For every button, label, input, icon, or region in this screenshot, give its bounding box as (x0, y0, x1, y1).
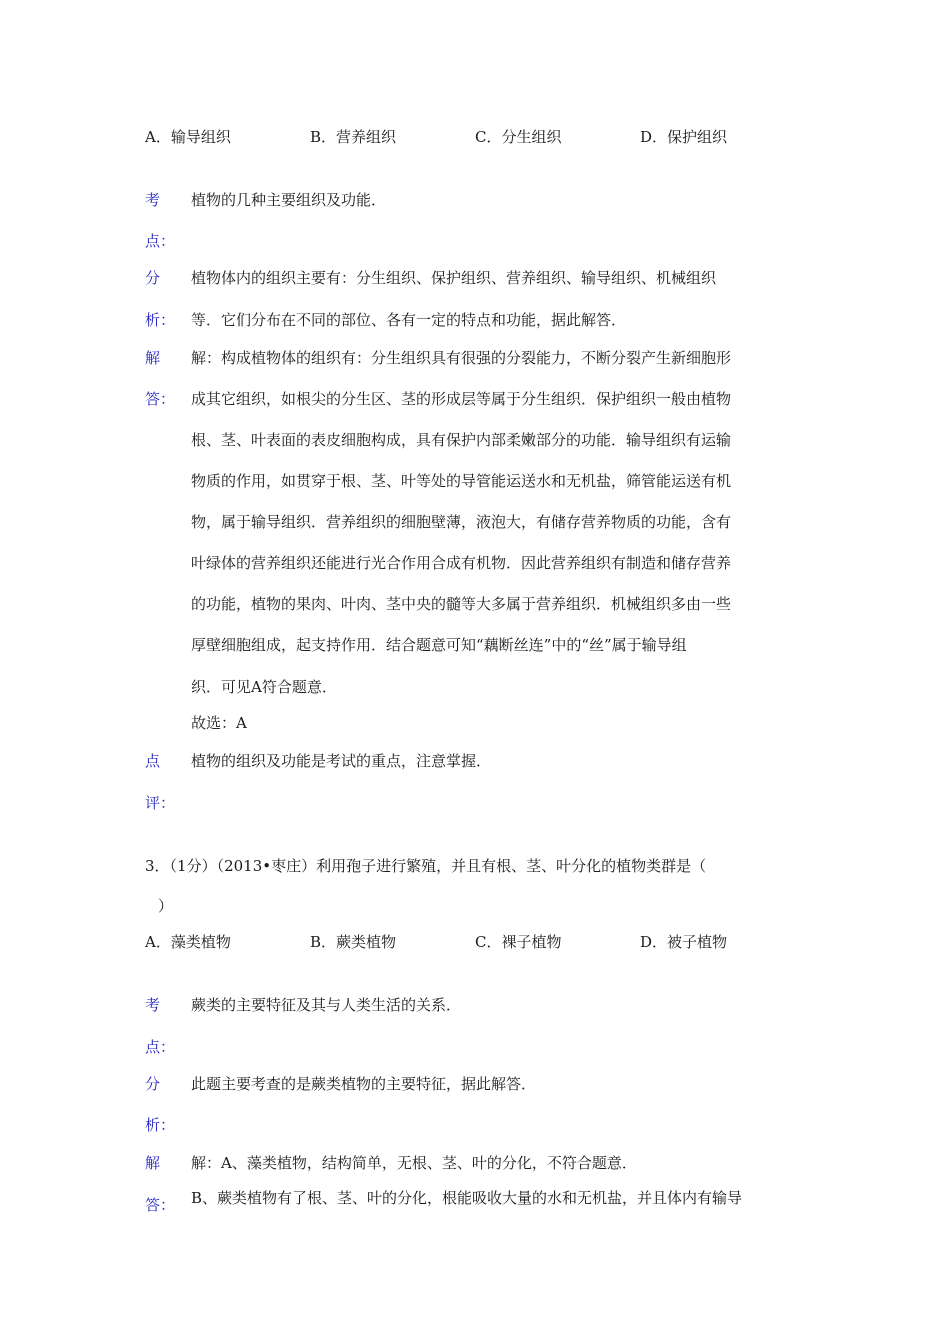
q2-kaodian-label-1: 考 (145, 191, 161, 209)
q2-jieda-line-7: 的功能，植物的果肉、叶肉、茎中央的髓等大多属于营养组织．机械组织多由一些 (191, 595, 732, 613)
q3-fenxi-text: 此题主要考查的是蕨类植物的主要特征，据此解答． (191, 1075, 537, 1093)
q2-option-a: A．输导组织 (145, 128, 231, 146)
q2-jieda-line-6: 叶绿体的营养组织还能进行光合作用合成有机物．因此营养组织有制造和储存营养 (191, 554, 732, 572)
q3-jieda-label-1: 解 (145, 1154, 161, 1172)
q3-fenxi-label-1: 分 (145, 1075, 161, 1093)
q2-kaodian-label-2: 点： (145, 232, 176, 250)
q2-jieda-line-5: 物，属于输导组织．营养组织的细胞壁薄，液泡大，有储存营养物质的功能，含有 (191, 513, 732, 531)
q2-fenxi-label-1: 分 (145, 269, 161, 287)
q2-jieda-line-4: 物质的作用，如贯穿于根、茎、叶等处的导管能运送水和无机盐，筛管能运送有机 (191, 472, 732, 490)
q2-jieda-label-1: 解 (145, 349, 161, 367)
q2-jieda-line-1: 解：构成植物体的组织有：分生组织具有很强的分裂能力，不断分裂产生新细胞形 (191, 349, 732, 367)
q3-kaodian-label-2: 点： (145, 1038, 176, 1056)
q3-fenxi-label-2: 析： (145, 1116, 176, 1134)
q2-jieda-line-9: 织．可见A符合题意． (191, 678, 337, 696)
q3-option-d: D．被子植物 (640, 933, 728, 951)
q2-jieda-label-2: 答： (145, 390, 176, 408)
q3-option-b: B．蕨类植物 (310, 933, 397, 951)
q3-jieda-line-1: 解：A、藻类植物，结构简单，无根、茎、叶的分化，不符合题意． (191, 1154, 637, 1172)
q2-option-d: D．保护组织 (640, 128, 728, 146)
q3-kaodian-text: 蕨类的主要特征及其与人类生活的关系． (191, 996, 462, 1014)
q2-option-b: B．营养组织 (310, 128, 397, 146)
q2-jieda-line-3: 根、茎、叶表面的表皮细胞构成，具有保护内部柔嫩部分的功能．输导组织有运输 (191, 431, 732, 449)
q3-jieda-line-2: B、蕨类植物有了根、茎、叶的分化，根能吸收大量的水和无机盐，并且体内有输导 (191, 1189, 743, 1207)
q2-kaodian-text: 植物的几种主要组织及功能． (191, 191, 387, 209)
q2-jieda-line-8: 厚壁细胞组成，起支持作用．结合题意可知“藕断丝连”中的“丝”属于输导组 (191, 636, 687, 654)
q2-jieda-line-2: 成其它组织，如根尖的分生区、茎的形成层等属于分生组织．保护组织一般由植物 (191, 390, 732, 408)
q3-option-a: A．藻类植物 (145, 933, 231, 951)
q2-fenxi-label-2: 析： (145, 311, 176, 329)
q2-fenxi-line-1: 植物体内的组织主要有：分生组织、保护组织、营养组织、输导组织、机械组织 (191, 269, 717, 287)
q3-jieda-label-2: 答： (145, 1196, 176, 1214)
q3-kaodian-label-1: 考 (145, 996, 161, 1014)
q3-stem: 3．（1分）（2013•枣庄）利用孢子进行繁殖，并且有根、茎、叶分化的植物类群是（ (145, 857, 707, 875)
q2-jieda-answer: 故选：A (191, 714, 247, 732)
q2-option-c: C．分生组织 (475, 128, 562, 146)
q3-stem-end: ） (158, 897, 174, 915)
q2-fenxi-line-2: 等．它们分布在不同的部位、各有一定的特点和功能，据此解答． (191, 311, 627, 329)
q3-option-c: C．裸子植物 (475, 933, 562, 951)
q2-dianping-label-1: 点 (145, 752, 161, 770)
q2-dianping-text: 植物的组织及功能是考试的重点，注意掌握． (191, 752, 492, 770)
q2-dianping-label-2: 评： (145, 794, 176, 812)
